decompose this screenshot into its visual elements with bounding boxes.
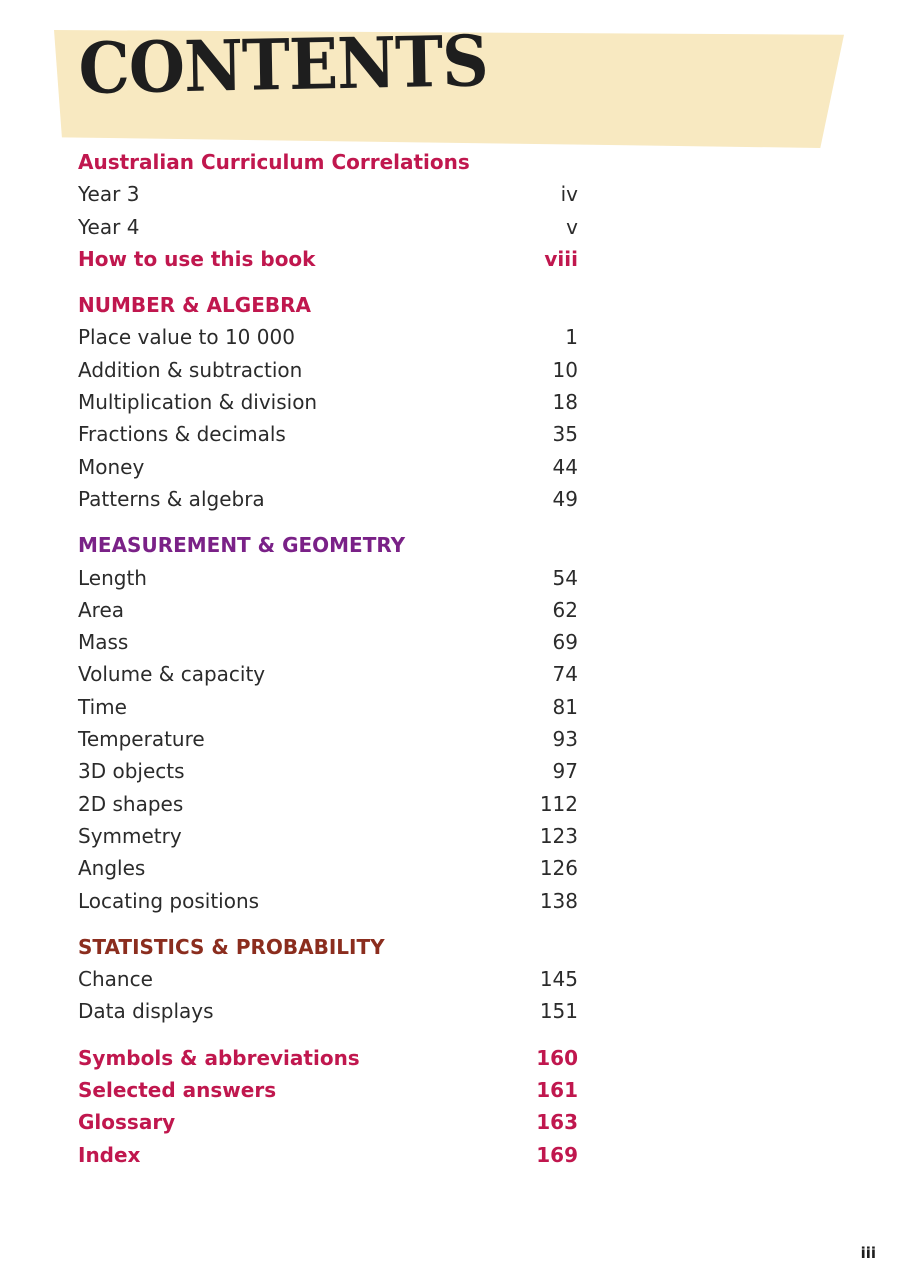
toc-heading[interactable] [78,146,578,178]
toc-page-number: 112 [539,791,578,816]
toc-label: Time [78,694,127,719]
toc-label: Place value to 10 000 [78,325,295,350]
toc-entry[interactable] [78,852,578,884]
toc-label: Volume & capacity [78,662,266,687]
section-gap [78,275,578,289]
toc-entry[interactable] [78,483,578,515]
toc-label: How to use this book [78,246,316,271]
toc-entry[interactable] [78,626,578,658]
toc-page-number: v [566,214,578,239]
toc-page-number: 10 [552,357,578,382]
toc-entry[interactable] [78,451,578,483]
toc-label: MEASUREMENT & GEOMETRY [78,533,406,558]
toc-label: Area [78,597,125,622]
toc-label: Money [78,454,145,479]
toc-heading[interactable] [78,243,578,275]
toc-label: Temperature [78,727,205,752]
toc-page-number: 81 [552,694,578,719]
toc-heading[interactable] [78,289,578,321]
toc-entry[interactable] [78,178,578,210]
toc-label: Selected answers [78,1078,277,1103]
table-of-contents [78,146,578,1171]
toc-entry[interactable] [78,211,578,243]
toc-label: Australian Curriculum Correlations [78,150,470,174]
toc-heading[interactable] [78,1074,578,1106]
toc-heading[interactable] [78,1106,578,1138]
toc-label: Length [78,565,147,590]
toc-page-number: 62 [552,597,578,622]
toc-label: Multiplication & division [78,390,318,415]
toc-entry[interactable] [78,321,578,353]
toc-page-number: 145 [539,967,578,992]
toc-entry[interactable] [78,562,578,594]
toc-entry[interactable] [78,995,578,1027]
toc-label: Chance [78,967,153,992]
toc-label: Addition & subtraction [78,357,303,382]
toc-page-number: iv [560,182,578,207]
section-gap [78,515,578,529]
toc-label: Glossary [78,1110,176,1135]
toc-page-number: 1 [565,325,578,350]
toc-page-number: 138 [539,888,578,913]
toc-label: Angles [78,856,146,881]
toc-label: 3D objects [78,759,185,784]
toc-label: Index [78,1142,141,1167]
toc-label: Mass [78,630,129,655]
toc-entry[interactable] [78,885,578,917]
toc-page-number: 163 [536,1110,578,1135]
section-gap [78,917,578,931]
toc-label: STATISTICS & PROBABILITY [78,934,385,959]
toc-label: Fractions & decimals [78,422,286,447]
toc-page-number: 169 [536,1142,578,1167]
toc-label: Symmetry [78,823,182,848]
toc-page-number: 18 [552,390,578,415]
toc-heading[interactable] [78,931,578,963]
toc-page-number: 44 [552,454,578,479]
toc-entry[interactable] [78,354,578,386]
toc-entry[interactable] [78,594,578,626]
toc-entry[interactable] [78,418,578,450]
toc-entry[interactable] [78,820,578,852]
toc-page-number: 74 [552,662,578,687]
toc-label: Data displays [78,999,214,1024]
toc-label: NUMBER & ALGEBRA [78,293,311,318]
toc-page-number: 69 [552,630,578,655]
toc-page-number: 160 [536,1045,578,1070]
toc-heading[interactable] [78,1042,578,1074]
toc-entry[interactable] [78,963,578,995]
toc-page-number: 93 [552,727,578,752]
toc-entry[interactable] [78,788,578,820]
toc-page-number: viii [544,246,578,271]
toc-entry[interactable] [78,691,578,723]
toc-page-number: 151 [539,999,578,1024]
toc-page-number: 123 [539,823,578,848]
toc-heading[interactable] [78,1139,578,1171]
toc-page-number: 161 [536,1078,578,1103]
toc-heading[interactable] [78,529,578,561]
toc-label: Locating positions [78,888,260,913]
toc-page-number: 97 [552,759,578,784]
toc-page-number: 54 [552,565,578,590]
toc-entry[interactable] [78,723,578,755]
toc-label: Year 4 [78,214,140,239]
toc-label: Patterns & algebra [78,486,265,511]
toc-entry[interactable] [78,658,578,690]
toc-label: 2D shapes [78,791,184,816]
toc-page-number: 35 [552,422,578,447]
page-number: iii [860,1244,876,1262]
page-title: CONTENTS [77,19,489,110]
section-gap [78,1028,578,1042]
toc-page-number: 126 [539,856,578,881]
toc-entry[interactable] [78,755,578,787]
toc-page-number: 49 [552,486,578,511]
toc-label: Year 3 [78,182,140,207]
toc-label: Symbols & abbreviations [78,1045,360,1070]
toc-entry[interactable] [78,386,578,418]
